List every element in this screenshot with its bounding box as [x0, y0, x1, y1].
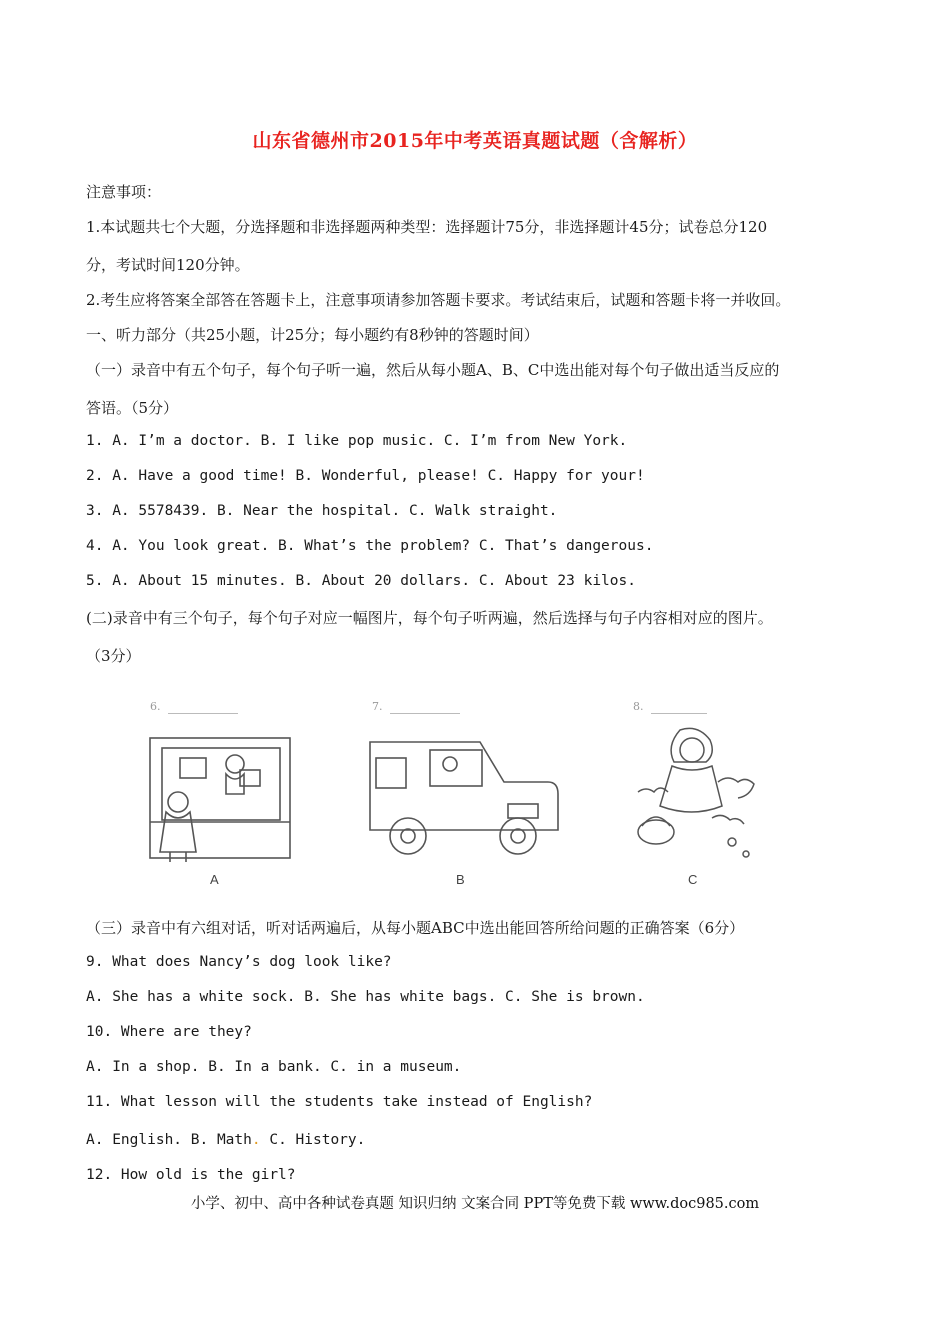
section-1-heading: 一、听力部分（共25小题，计25分；每小题约有8秒钟的答题时间）	[86, 326, 539, 344]
picture-6-answer-blank	[168, 713, 238, 714]
highlight-dot: .	[251, 1132, 261, 1148]
question-4: 4. A. You look great. B. What’s the problem? C. That’s dangerous.	[86, 538, 654, 554]
picture-a-label: A	[210, 872, 219, 887]
notes-item-1: 1.本试题共七个大题，分选择题和非选择题两种类型：选择题计75分，非选择题计45分；试卷总分120	[86, 218, 768, 236]
part-2-instruction-cont: （3分）	[86, 647, 141, 665]
question-1: 1. A. I’m a doctor. B. I like pop music. C. I’m from New York.	[86, 433, 628, 449]
part-1-instruction: （一）录音中有五个句子，每个句子听一遍，然后从每小题A、B、C中选出能对每个句子做出适当反应的	[86, 361, 780, 379]
question-9-options: A. She has a white sock. B. She has white bags. C. She is brown.	[86, 989, 645, 1005]
question-10-options: A. In a shop. B. In a bank. C. in a museum.	[86, 1059, 462, 1075]
part-3-instruction: （三）录音中有六组对话，听对话两遍后，从每小题ABC中选出能回答所给问题的正确答案（6分）	[86, 919, 745, 937]
notes-heading: 注意事项：	[86, 183, 162, 201]
question-11-option-a-b: A. English. B. Math	[86, 1132, 252, 1148]
question-12: 12. How old is the girl?	[86, 1167, 296, 1183]
picture-b-delivery-van	[358, 718, 568, 868]
question-3: 3. A. 5578439. B. Near the hospital. C. Walk straight.	[86, 503, 558, 519]
question-10: 10. Where are they?	[86, 1024, 252, 1040]
picture-a-ticket-booth	[140, 730, 295, 865]
notes-item-2: 2.考生应将答案全部答在答题卡上，注意事项请参加答题卡要求。考试结束后，试题和答题卡将一并收回。	[86, 291, 791, 309]
picture-6-number: 6.	[150, 700, 161, 713]
question-5: 5. A. About 15 minutes. B. About 20 dollars. C. About 23 kilos.	[86, 573, 636, 589]
question-9: 9. What does Nancy’s dog look like?	[86, 954, 392, 970]
picture-c-girl-with-basket	[628, 722, 763, 867]
picture-8-number: 8.	[633, 700, 644, 713]
notes-item-1-cont: 分，考试时间120分钟。	[86, 256, 250, 274]
question-11-options	[86, 1132, 365, 1148]
question-2: 2. A. Have a good time! B. Wonderful, please! C. Happy for your!	[86, 468, 645, 484]
part-1-instruction-cont: 答语。（5分）	[86, 399, 179, 417]
question-11-option-c: C. History.	[260, 1132, 366, 1148]
part-2-instruction: (二)录音中有三个句子，每个句子对应一幅图片，每个句子听两遍，然后选择与句子内容相对应的图片。	[86, 609, 773, 627]
page-footer: 小学、初中、高中各种试卷真题 知识归纳 文案合同 PPT等免费下载 www.doc985.com	[190, 1196, 760, 1212]
question-11: 11. What lesson will the students take instead of English?	[86, 1094, 593, 1110]
picture-c-label: C	[688, 872, 698, 887]
picture-7-number: 7.	[372, 700, 383, 713]
picture-7-answer-blank	[390, 713, 460, 714]
page-title: 山东省德州市2015年中考英语真题试题（含解析）	[252, 130, 698, 152]
picture-b-label: B	[456, 872, 465, 887]
picture-8-answer-blank	[651, 713, 707, 714]
